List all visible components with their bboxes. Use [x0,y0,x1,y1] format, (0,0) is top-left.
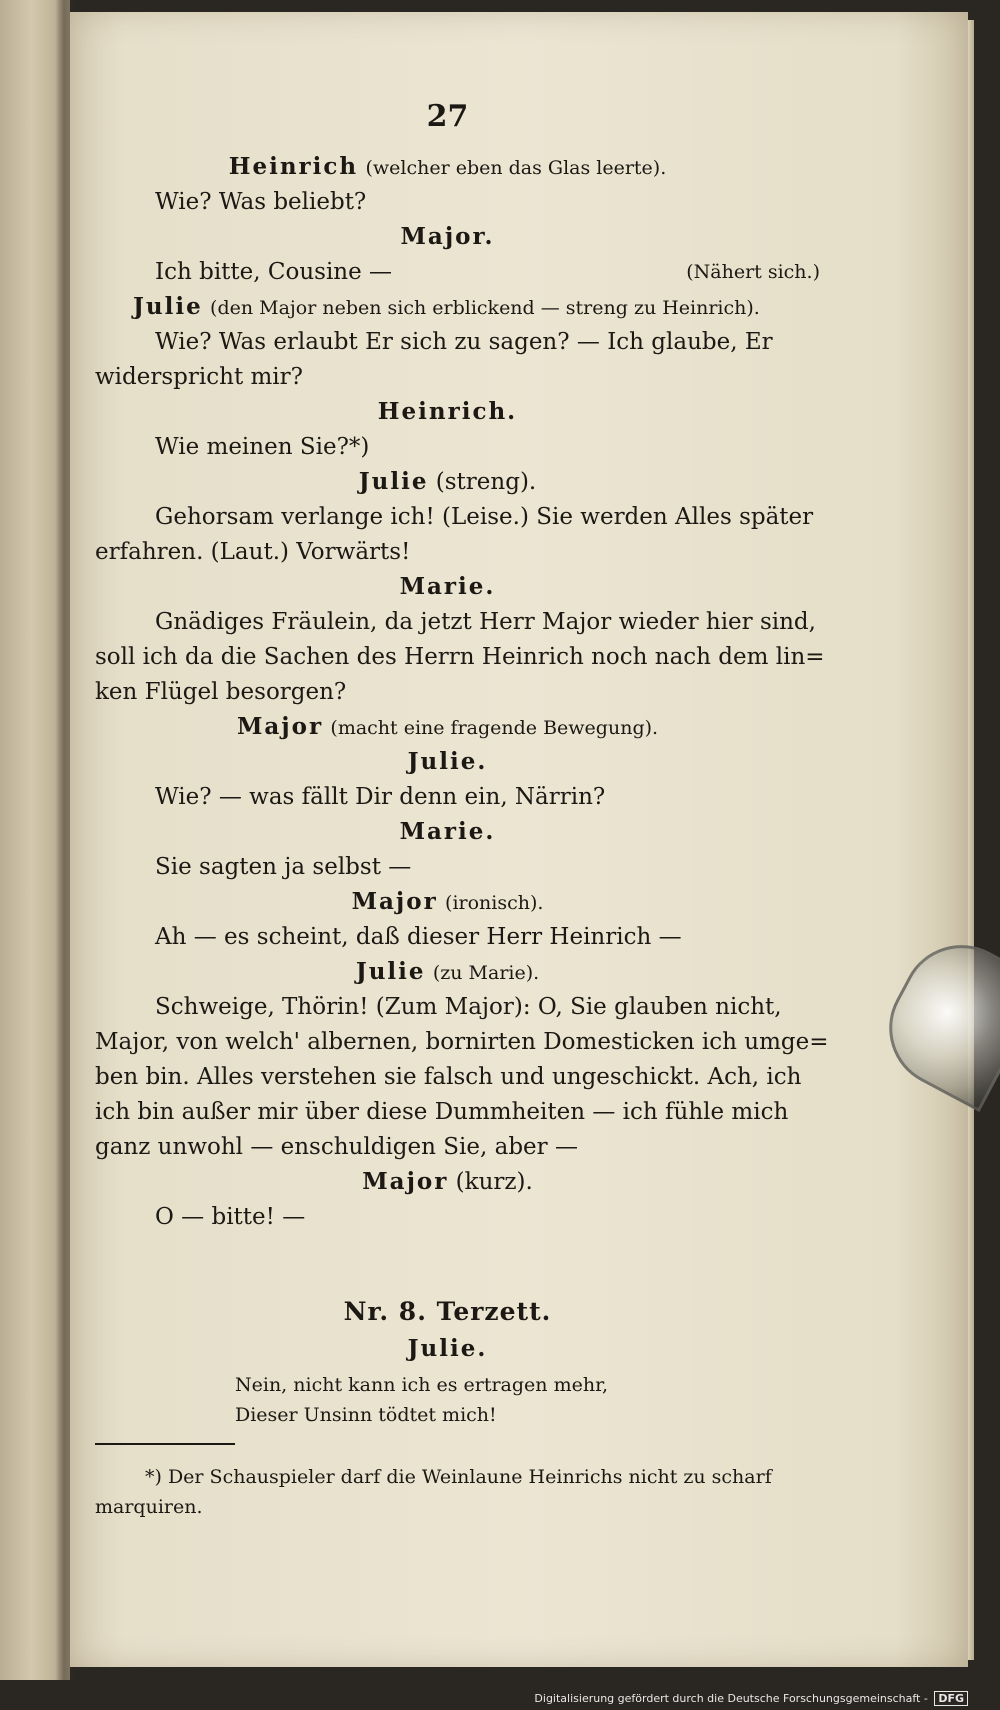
text-line: O — bitte! — [155,1204,306,1230]
text-line: Wie? Was erlaubt Er sich zu sagen? — Ich glaube, Er [155,329,773,355]
digitization-credit [534,1691,968,1706]
text-line: Ich bitte, Cousine — (Nähert sich.) [155,259,820,285]
text-line: Schweige, Thörin! (Zum Major): O, Sie glauben nicht, [155,994,782,1020]
text-line: Wie meinen Sie?*) [155,434,370,460]
footnote-line: *) Der Schauspieler darf die Weinlaune Heinrichs nicht zu scharf [145,1466,772,1488]
speaker-line: Major. [400,223,495,250]
text-line: Ah — es scheint, daß dieser Herr Heinrich — [155,924,682,950]
text-line: erfahren. (Laut.) Vorwärts! [95,539,411,565]
speaker-line: Julie (zu Marie). [355,958,540,985]
speaker-line: Julie (den Major neben sich erblickend — streng zu Heinrich). [133,293,760,320]
speaker-line: Major (macht eine fragende Bewegung). [236,713,659,740]
speaker-line: Julie (streng). [358,468,537,495]
text-line: Gnädiges Fräulein, da jetzt Herr Major wieder hier sind, [155,609,816,635]
speaker-line: Major (ironisch). [351,888,544,915]
text-line: ganz unwohl — enschuldigen Sie, aber — [95,1134,578,1160]
page-number: 27 [426,99,469,134]
dfg-logo: DFG [934,1691,968,1706]
speaker-line: Marie. [399,573,496,600]
section-heading: Nr. 8. Terzett. [343,1297,552,1326]
verse-line: Nein, nicht kann ich es ertragen mehr, [235,1374,609,1396]
speaker-line: Heinrich (welcher eben das Glas leerte). [228,153,667,180]
footnote-rule [95,1443,235,1445]
song-speaker: Julie. [407,1335,488,1362]
text-line: Gehorsam verlange ich! (Leise.) Sie werden Alles später [155,504,814,530]
text-line: widerspricht mir? [95,364,303,390]
text-line: Major, von welch' albernen, bornirten Domesticken ich umge= [95,1029,829,1055]
speaker-line: Julie. [407,748,488,775]
credit-text: Digitalisierung gefördert durch die Deutsche Forschungsgemeinschaft - [534,1692,928,1705]
speaker-line: Major (kurz). [362,1168,533,1195]
speaker-line: Heinrich. [377,398,518,425]
footnote-line: marquiren. [95,1496,203,1518]
text-line: Wie? Was beliebt? [155,189,367,215]
text-line: ben bin. Alles verstehen sie falsch und ungeschickt. Ach, ich [95,1064,802,1090]
text-line: Wie? — was fällt Dir denn ein, Närrin? [155,784,606,810]
verse-line: Dieser Unsinn tödtet mich! [235,1404,497,1426]
text-line: soll ich da die Sachen des Herrn Heinrich noch nach dem lin= [95,644,825,670]
text-line: ken Flügel besorgen? [95,679,347,705]
text-line: Sie sagten ja selbst — [155,854,412,880]
text-line: ich bin außer mir über diese Dummheiten — ich fühle mich [95,1099,789,1125]
speaker-line: Marie. [399,818,496,845]
